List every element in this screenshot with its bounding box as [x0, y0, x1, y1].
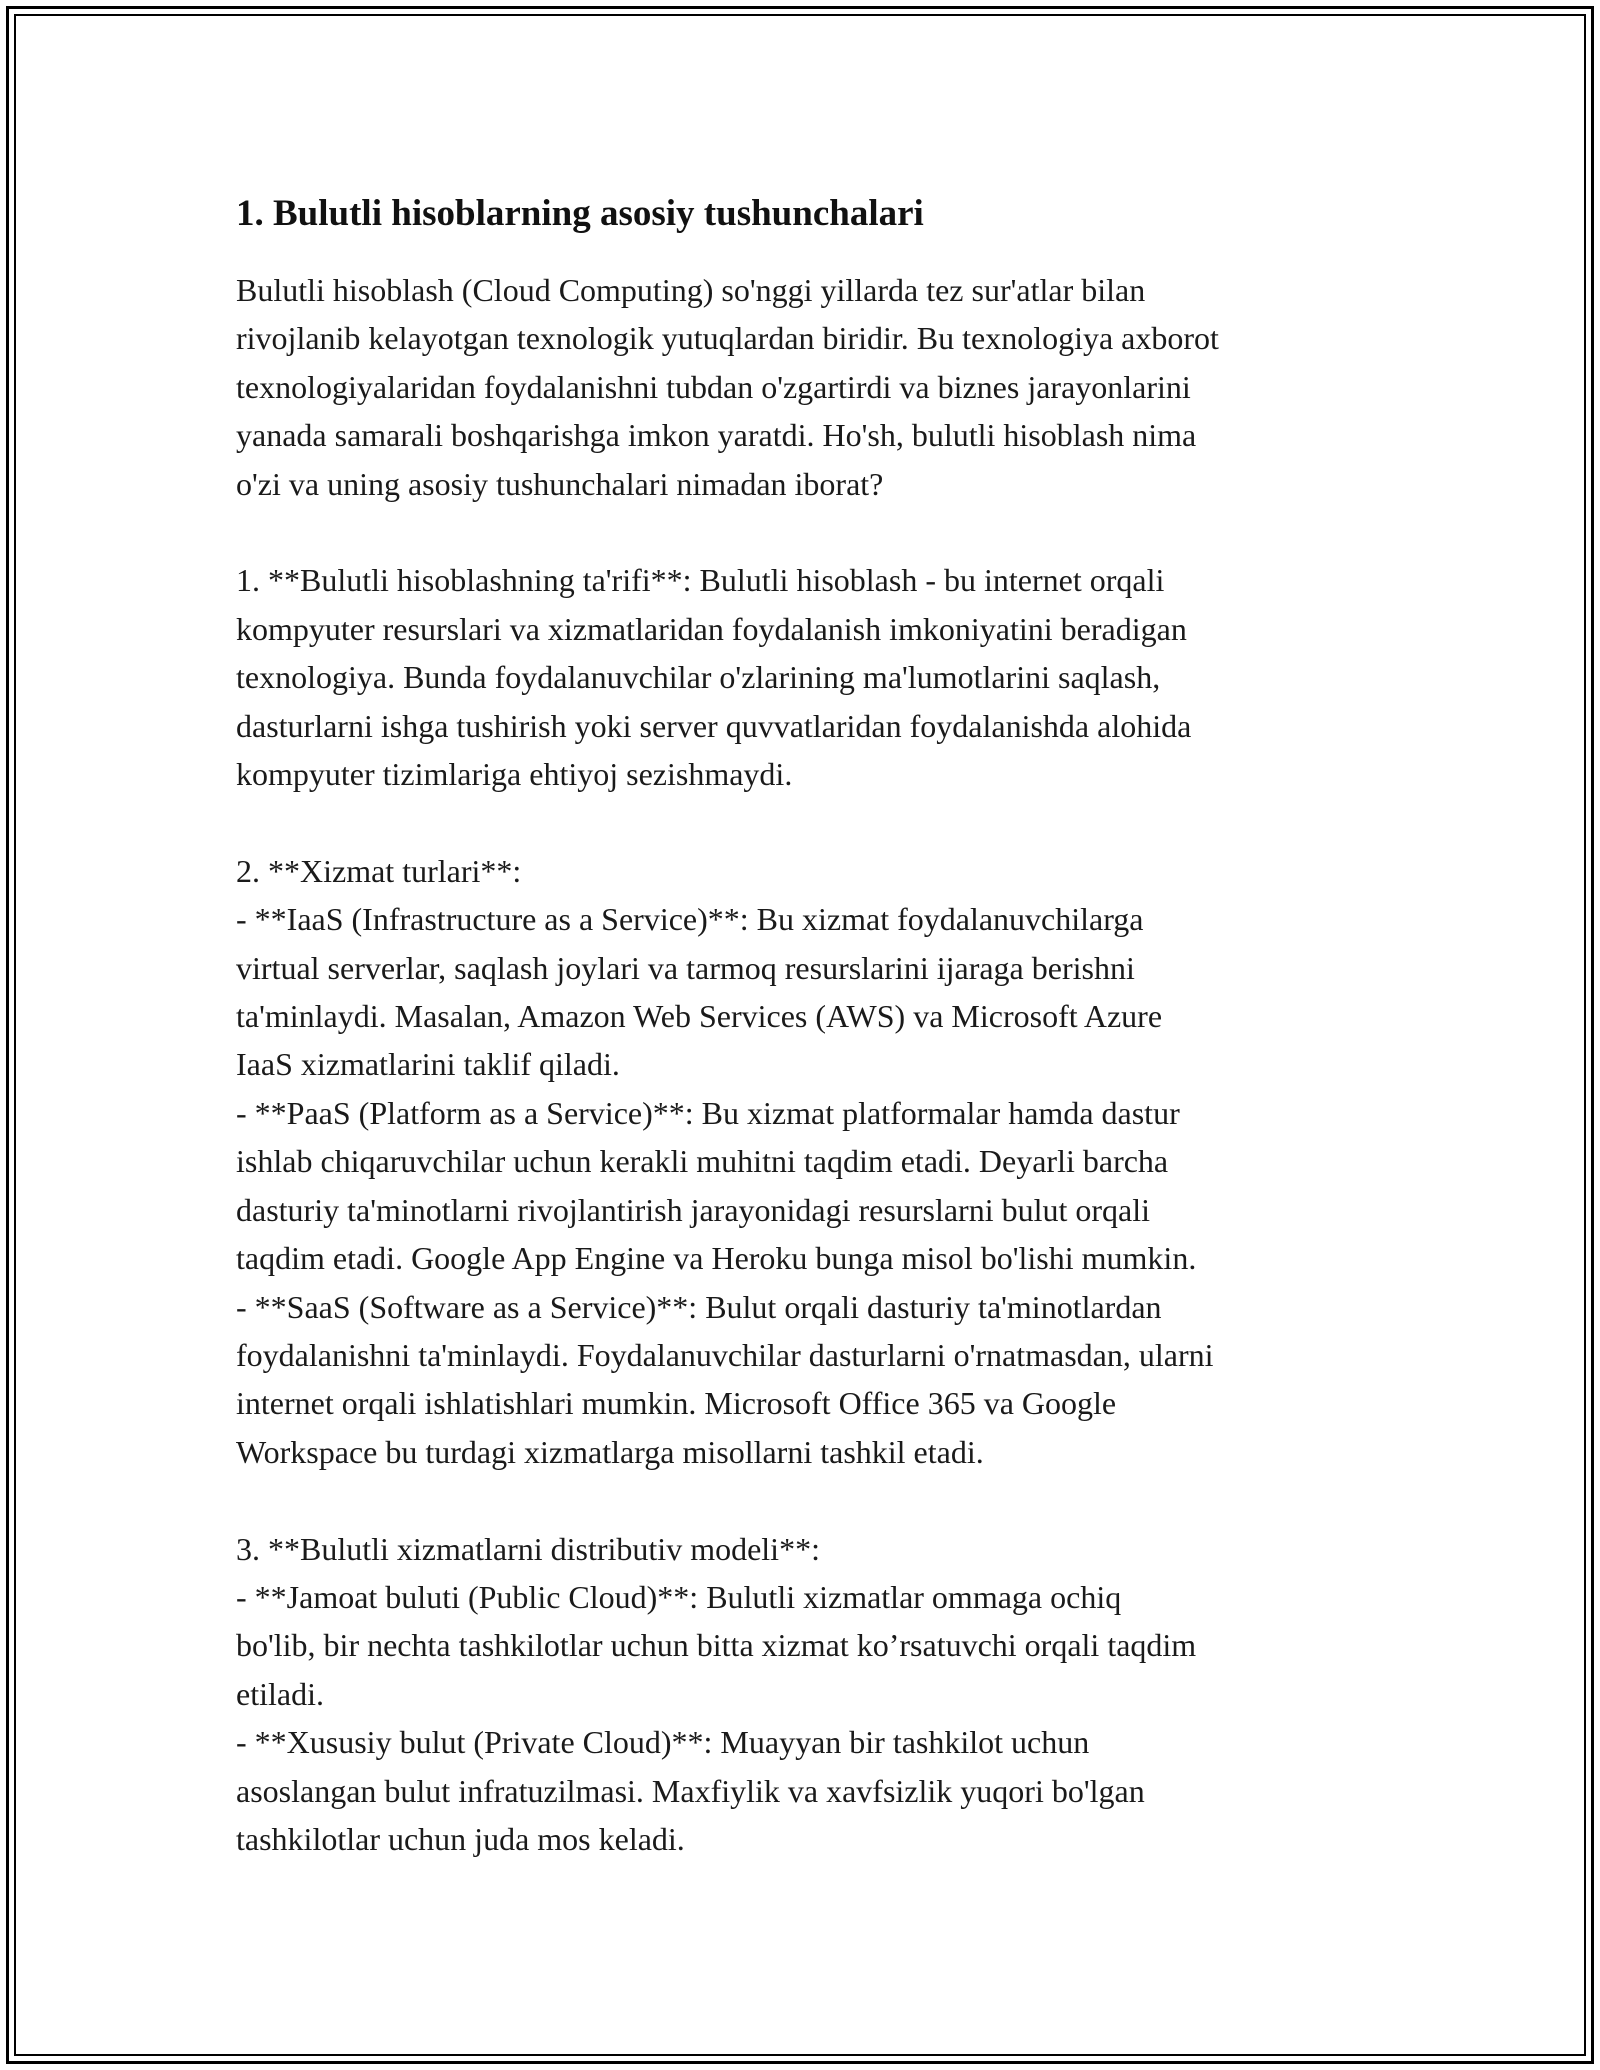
section-service-types: 2. **Xizmat turlari**: - **IaaS (Infrastructure as a Service)**: Bu xizmat foydalanuvchilarga virtual serverlar, saqlash joylari va tarmoq resurslarini ijaraga berishni ta'minlaydi. Masalan, Amazon Web Services (AWS) va Microsoft Azure IaaS xizmatlarini taklif qiladi. - **PaaS (Platform as a Service)**: Bu xizmat platformalar hamda dastur ishlab chiqaruvchilar uchun kerakli muhitni taqdim etadi. Deyarli barcha dasturiy ta'minotlarni rivojlantirish jarayonidagi resurslarni bulut orqali taqdim etadi. Google App Engine va Heroku bunga misol bo'lishi mumkin. - **SaaS (Software as a Service)**: Bulut orqali dasturiy ta'minotlardan foydalanishni ta'minlaydi. Foydalanuvchilar dasturlarni o'rnatmasdan, ularni internet orqali ishlatishlari mumkin. Microsoft Office 365 va Google Workspace bu turdagi xizmatlarga misollarni tashkil etadi. — [236, 852, 1214, 1470]
paragraph-gap — [236, 508, 1366, 556]
intro-paragraph: Bulutli hisoblash (Cloud Computing) so'nggi yillarda tez sur'atlar bilan rivojlanib kelayotgan texnologik yutuqlardan biridir. Bu texnologiya axborot texnologiyalaridan foydalanishni tubdan o'zgartirdi va biznes jarayonlarini yanada samarali boshqarishga imkon yaratdi. Ho'sh, bulutli hisoblash nima o'zi va uning asosiy tushunchalari nimadan iborat? — [236, 272, 1219, 502]
paragraph-gap — [236, 1476, 1366, 1524]
document-heading: 1. Bulutli hisoblarning asosiy tushunchalari — [236, 193, 924, 234]
section-definition: 1. **Bulutli hisoblashning ta'rifi**: Bulutli hisoblash - bu internet orqali kompyuter resurslari va xizmatlaridan foydalanish imkoniyatini beradigan texnologiya. Bunda foydalanuvchilar o'zlarining ma'lumotlarini saqlash, dasturlarni ishga tushirish yoki server quvvatlaridan foydalanishda alohida kompyuter tizimlariga ehtiyoj sezishmaydi. — [236, 562, 1192, 793]
paragraph-gap — [236, 798, 1366, 846]
document-body — [236, 190, 1366, 1863]
section-distribution-models: 3. **Bulutli xizmatlarni distributiv modeli**: - **Jamoat buluti (Public Cloud)**: Bulutli xizmatlar ommaga ochiq bo'lib, bir nechta tashkilotlar uchun bitta xizmat ko’rsatuvchi orqali taqdim etiladi. - **Xususiy bulut (Private Cloud)**: Muayyan bir tashkilot uchun asoslangan bulut infratuzilmasi. Maxfiylik va xavfsizlik yuqori bo'lgan tashkilotlar uchun juda mos keladi. — [236, 1530, 1197, 1857]
